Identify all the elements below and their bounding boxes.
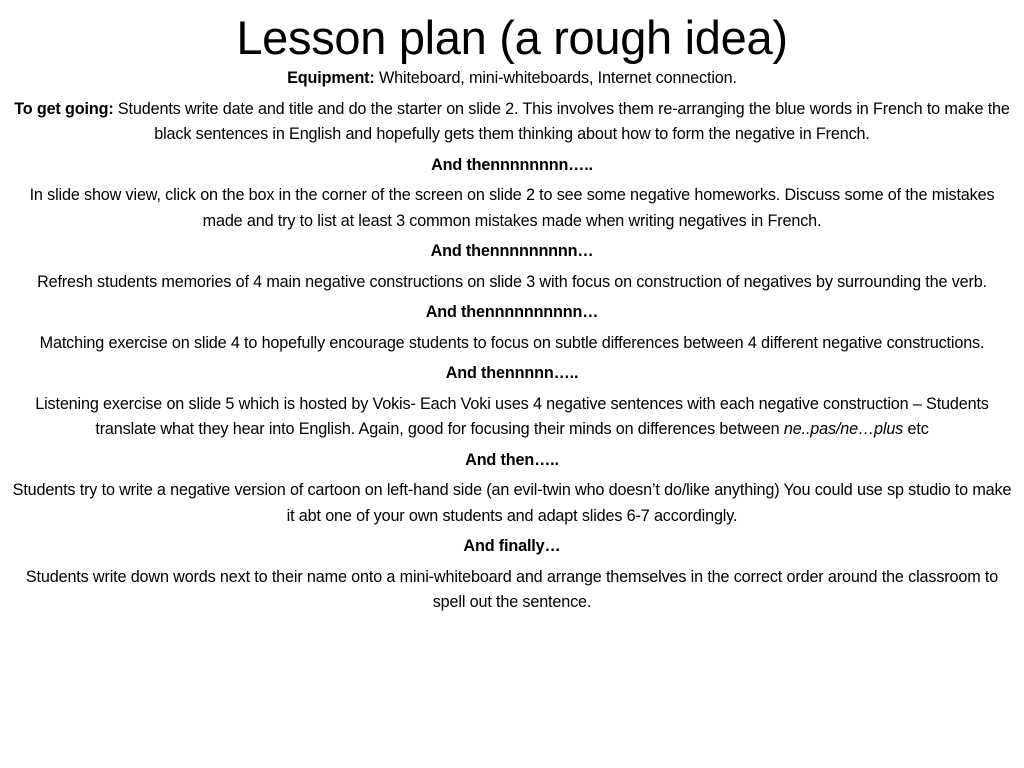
step-2-text: Refresh students memories of 4 main negative constructions on slide 3 with focus on construction of negatives by surrounding the verb. [37,272,987,291]
step-3-text: Matching exercise on slide 4 to hopefully encourage students to focus on subtle differences between 4 different negative constructions. [39,333,985,352]
equipment-paragraph [8,66,1016,92]
step-3-heading: And thennnnnnnnnn… [425,303,599,321]
to-get-going-text: Students write date and title and do the starter on slide 2. This involves them re-arranging the blue words in French to make the black sentences in English and hopefully gets them thinking about how to form the negative in French. [113,99,1010,143]
step-4-text: Listening exercise on slide 5 which is hosted by Vokis- Each Voki uses 4 negative sentences with each negative construction – Students translate what they hear into English. Again, good for focusing their minds on differences between ne..pas/ne…plus etc [35,394,989,438]
step-1-text: In slide show view, click on the box in the corner of the screen on slide 2 to see some negative homeworks. Discuss some of the mistakes made and try to list at least 3 common mistakes made when writing negatives in French. [29,186,995,230]
lesson-plan-body [8,66,1016,616]
negative-forms-italic: ne..pas/ne…plus [783,420,904,438]
step-2-heading: And thennnnnnnnn… [430,242,594,260]
to-get-going-label: To get going: [14,99,114,118]
step-5-heading: And then….. [465,450,559,469]
step-1-heading: And thennnnnnnn….. [431,155,593,174]
equipment-text: Whiteboard, mini-whiteboards, Internet connection. [374,69,737,87]
step-6-heading: And finally… [463,537,561,555]
to-get-going-paragraph [8,97,1016,148]
equipment-label: Equipment: [287,69,375,87]
page-title: Lesson plan (a rough idea) [236,11,788,64]
step-5-text: Students try to write a negative version of cartoon on left-hand side (an evil-twin who doesn’t do/like anything) You could use sp studio to make it abt one of your own students and adapt slides 6-7 accordingly. [12,481,1012,525]
step-6-text: Students write down words next to their name onto a mini-whiteboard and arrange themselves in the correct order around the classroom to spell out the sentence. [25,567,999,611]
step-4-heading: And thennnnn….. [445,364,579,382]
